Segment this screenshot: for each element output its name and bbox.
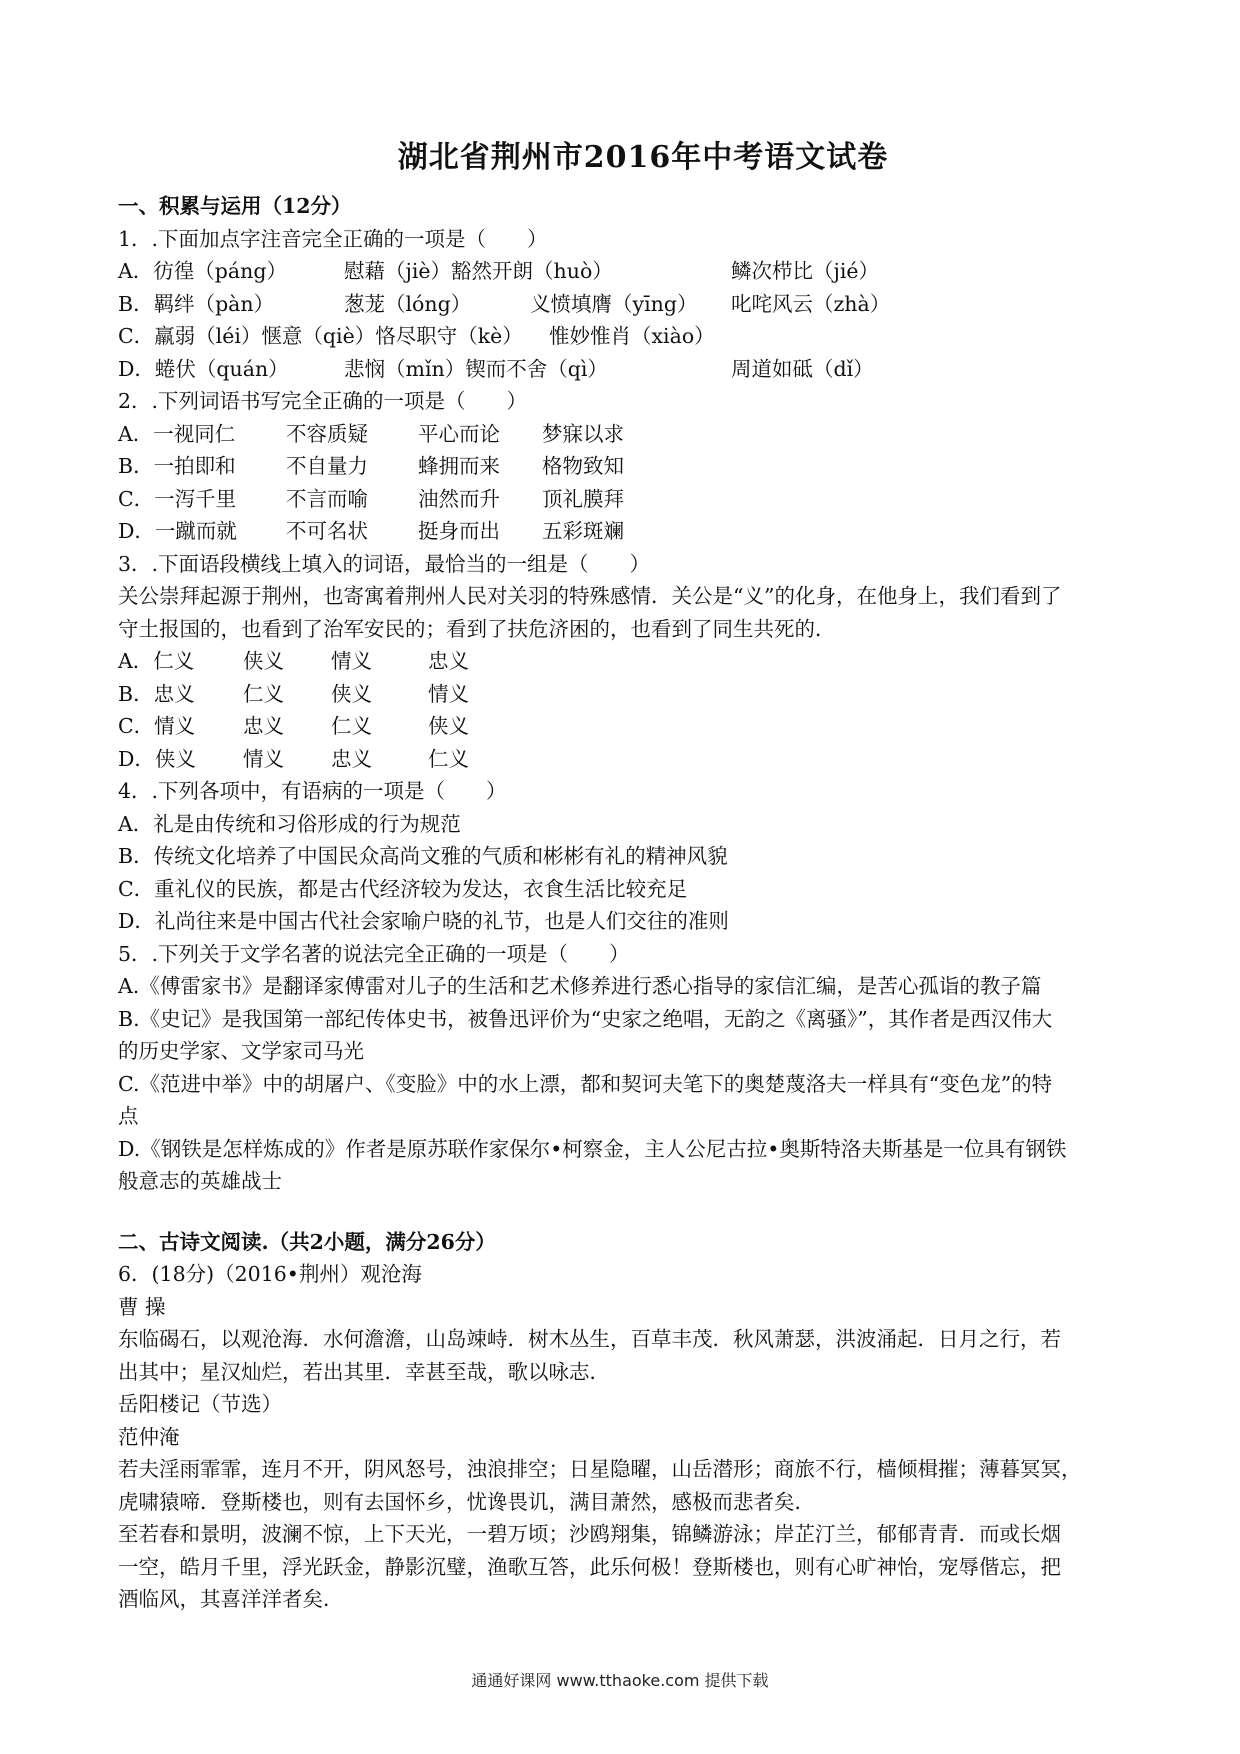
option-cell: 忠义 (331, 746, 372, 771)
option-cell: C．情义 (118, 714, 196, 738)
question-5-line: D.《钢铁是怎样炼成的》作者是原苏联作家保尔•柯察金，主人公尼古拉•奥斯特洛夫斯基是一位具有钢铁 (118, 1136, 1067, 1161)
question-2-option-c (118, 483, 1128, 516)
question-3-option-a (118, 645, 1128, 678)
question-2-option-b (118, 450, 1128, 483)
option-cell: C．一泻千里 (118, 486, 237, 511)
question-4-stem: 4．.下列各项中，有语病的一项是（ ） (118, 779, 507, 803)
question-2-option-a (118, 418, 1128, 451)
prose-line: 若夫淫雨霏霏，连月不开，阴风怒号，浊浪排空；日星隐曜，山岳潜形；商旅不行，樯倾楫摧；薄暮冥冥， (118, 1457, 1082, 1481)
question-1-option-c (118, 320, 1128, 353)
option-cell: 慰藉（jiè）豁然开朗（huò） (344, 259, 613, 283)
option-cell: 仁义 (331, 714, 372, 738)
option-cell: 梦寐以求 (542, 421, 624, 446)
question-3-passage: 关公崇拜起源于荆州，也寄寓着荆州人民对关羽的特殊感情．关公是“义”的化身，在他身上，我们看到了 (118, 584, 1062, 608)
question-3-passage: 守土报国的，也看到了治军安民的；看到了扶危济困的，也看到了同生共死的． (118, 616, 836, 641)
option-cell: 挺身而出 (418, 519, 500, 543)
prose-line: 一空，皓月千里，浮光跃金，静影沉璧，渔歌互答，此乐何极！登斯楼也，则有心旷神怡，宠辱偕忘，把 (118, 1554, 1061, 1579)
poem-author: 曹 操 (118, 1294, 166, 1319)
option-cell: C．羸弱（léi）惬意（qiè）恪尽职守（kè） (118, 324, 523, 348)
question-4-option-a: A．礼是由传统和习俗形成的行为规范 (118, 811, 461, 836)
question-5-line: 点 (118, 1104, 139, 1128)
section-gap (118, 1198, 1128, 1226)
prose-line: 至若春和景明，波澜不惊，上下天光，一碧万顷；沙鸥翔集，锦鳞游泳；岸芷汀兰，郁郁青青．而或长烟 (118, 1522, 1061, 1546)
option-cell: 蜂拥而来 (418, 454, 500, 478)
question-5-line: C.《范进中举》中的胡屠户、《变脸》中的水上漂，都和契诃夫笔下的奥楚蔑洛夫一样具有“变色龙”的特 (118, 1071, 1053, 1096)
option-cell: D．一蹴而就 (118, 519, 237, 543)
option-cell: A．仁义 (118, 649, 195, 673)
section-heading-1: 一、积累与运用（12分） (118, 194, 352, 218)
option-cell: 不可名状 (286, 519, 368, 543)
question-4-option-b: B．传统文化培养了中国民众高尚文雅的气质和彬彬有礼的精神风貌 (118, 844, 728, 868)
option-cell: 侠义 (331, 681, 372, 706)
option-cell: 情义 (243, 746, 284, 771)
exam-content (118, 190, 1128, 1616)
prose-author: 范仲淹 (118, 1424, 180, 1449)
question-2-option-d (118, 515, 1128, 548)
option-cell: 五彩斑斓 (542, 519, 624, 543)
exam-page (118, 0, 1128, 1616)
question-6-stem: 6．(18分)（2016•荆州）观沧海 (118, 1262, 422, 1286)
question-1-option-d (118, 353, 1128, 386)
question-4-option-d: D．礼尚往来是中国古代社会家喻户晓的礼节，也是人们交往的准则 (118, 909, 729, 933)
question-4-option-c: C．重礼仪的民族，都是古代经济较为发达，衣食生活比较充足 (118, 876, 688, 901)
option-cell: 葱茏（lóng） (344, 291, 472, 316)
option-cell: A．一视同仁 (118, 421, 236, 446)
option-cell: 油然而升 (418, 486, 500, 511)
question-3-stem: 3．.下面语段横线上填入的词语，最恰当的一组是（ ） (118, 551, 651, 576)
option-cell: D．侠义 (118, 746, 196, 771)
prose-title: 岳阳楼记（节选） (118, 1392, 282, 1416)
poem-line: 出其中；星汉灿烂，若出其里．幸甚至哉，歌以咏志． (118, 1359, 610, 1384)
option-cell: 侠义 (243, 649, 284, 673)
option-cell: 鳞次栉比（jié） (731, 259, 880, 283)
option-cell: 仁义 (428, 746, 469, 771)
option-cell: 平心而论 (418, 421, 500, 446)
question-5-line: 的历史学家、文学家司马光 (118, 1039, 364, 1063)
option-cell: 忠义 (243, 714, 284, 738)
option-cell: 仁义 (243, 681, 284, 706)
option-cell: 情义 (428, 681, 469, 706)
question-3-option-d (118, 743, 1128, 776)
question-1-option-a (118, 255, 1128, 288)
option-cell: 侠义 (428, 714, 469, 738)
question-5-line: 般意志的英雄战士 (118, 1169, 282, 1193)
option-cell: 悲悯（mǐn）锲而不舍（qì） (344, 356, 608, 381)
question-1-stem: 1．.下面加点字注音完全正确的一项是（ ） (118, 226, 548, 251)
option-cell: 不言而喻 (286, 486, 368, 511)
option-cell: 周道如砥（dǐ） (731, 356, 874, 381)
prose-line: 酒临风，其喜洋洋者矣． (118, 1587, 344, 1611)
prose-line: 虎啸猿啼．登斯楼也，则有去国怀乡，忧谗畏讥，满目萧然，感极而悲者矣． (118, 1489, 815, 1514)
option-cell: 顶礼膜拜 (542, 486, 624, 511)
option-cell: A．彷徨（páng） (118, 259, 287, 283)
option-cell: B．一拍即和 (118, 454, 236, 478)
section-heading-2: 二、古诗文阅读.（共2小题，满分26分） (118, 1229, 496, 1254)
option-cell: D．蜷伏（quán） (118, 356, 289, 381)
question-5-stem: 5．.下列关于文学名著的说法完全正确的一项是（ ） (118, 941, 630, 966)
question-5-line: A.《傅雷家书》是翻译家傅雷对儿子的生活和艺术修养进行悉心指导的家信汇编，是苦心孤诣的教子篇 (118, 974, 1042, 998)
option-cell: 不自量力 (286, 454, 368, 478)
option-cell: B．羁绊（pàn） (118, 291, 275, 316)
option-cell: 忠义 (428, 649, 469, 673)
page-footer: 通通好课网 www.tthaoke.com 提供下载 (471, 1671, 769, 1690)
question-5-line: B.《史记》是我国第一部纪传体史书，被鲁迅评价为“史家之绝唱，无韵之《离骚》”，其作者是西汉伟大 (118, 1006, 1053, 1031)
question-3-option-c (118, 710, 1128, 743)
question-3-option-b (118, 678, 1128, 711)
question-1-option-b (118, 288, 1128, 321)
option-cell: 义愤填膺（yīng） (530, 291, 698, 316)
question-2-stem: 2．.下列词语书写完全正确的一项是（ ） (118, 389, 528, 413)
option-cell: 惟妙惟肖（xiào） (549, 324, 715, 348)
option-cell: 叱咤风云（zhà） (731, 291, 891, 316)
option-cell: 不容质疑 (286, 421, 368, 446)
poem-line: 东临碣石，以观沧海．水何澹澹，山岛竦峙．树木丛生，百草丰茂．秋风萧瑟，洪波涌起．日月之行，若 (118, 1327, 1061, 1351)
page-title: 湖北省荆州市2016年中考语文试卷 (397, 140, 889, 175)
option-cell: B．忠义 (118, 681, 195, 706)
option-cell: 格物致知 (542, 454, 624, 478)
option-cell: 情义 (331, 649, 372, 673)
